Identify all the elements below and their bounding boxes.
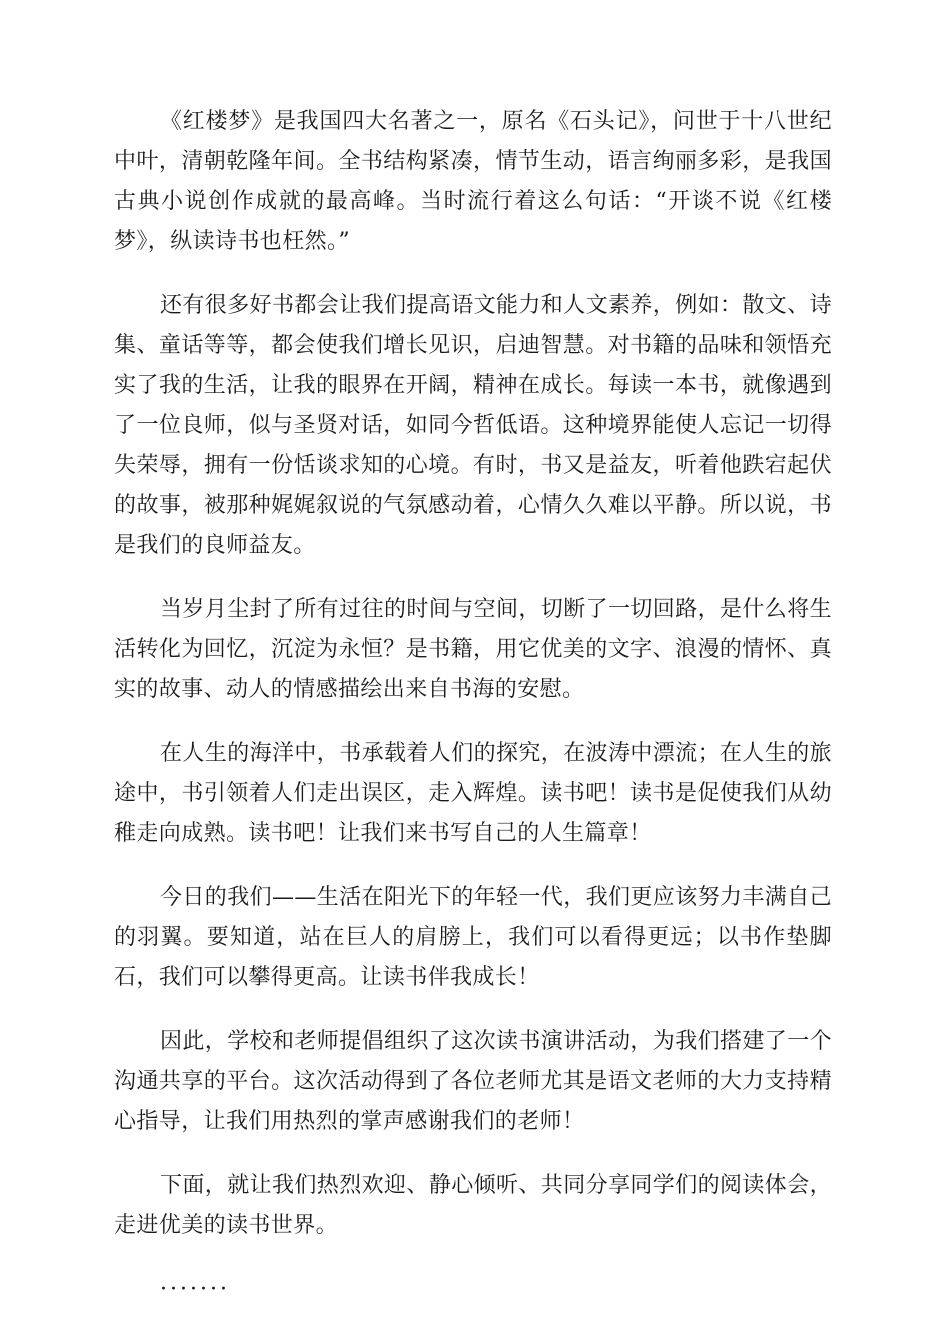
paragraph-hongloumeng: 《红楼梦》是我国四大名著之一，原名《石头记》，问世于十八世纪中叶，清朝乾隆年间。全书结构紧凑，情节生动，语言绚丽多彩，是我国古典小说创作成就的最高峰。当时流行着这么句话：“开谈不说《红楼梦》，纵读诗书也枉然。”: [114, 109, 832, 254]
document-body: [114, 102, 832, 1310]
ellipsis-marker: ·······: [160, 1277, 230, 1302]
paragraph-welcome: 下面，就让我们热烈欢迎、静心倾听、共同分享同学们的阅读体会，走进优美的读书世界。: [114, 1173, 833, 1238]
paragraph-activity: 因此，学校和老师提倡组织了这次读书演讲活动，为我们搭建了一个沟通共享的平台。这次活动得到了各位老师尤其是语文老师的大力支持精心指导，让我们用热烈的掌声感谢我们的老师！: [114, 1029, 833, 1134]
paragraph-ocean-of-life: 在人生的海洋中，书承载着人们的探究，在波涛中漂流；在人生的旅途中，书引领着人们走出误区，走入辉煌。读书吧！读书是促使我们从幼稚走向成熟。读书吧！让我们来书写自己的人生篇章！: [114, 741, 833, 846]
paragraph-good-books: 还有很多好书都会让我们提高语文能力和人文素养，例如：散文、诗集、童话等等，都会使我们增长见识，启迪智慧。对书籍的品味和领悟充实了我的生活，让我的眼界在开阔，精神在成长。每读一本书，就像遇到了一位良师，似与圣贤对话，如同今哲低语。这种境界能使人忘记一切得失荣辱，拥有一份恬谈求知的心境。有时，书又是益友，听着他跌宕起伏的故事，被那种娓娓叙说的气氛感动着，心情久久难以平静。所以说，书是我们的良师益友。: [114, 293, 833, 558]
paragraph-years-dust: 当岁月尘封了所有过往的时间与空间，切断了一切回路，是什么将生活转化为回忆，沉淀为永恒？是书籍，用它优美的文字、浪漫的情怀、真实的故事、动人的情感描绘出来自书海的安慰。: [114, 597, 833, 702]
paragraph-young-generation: 今日的我们——生活在阳光下的年轻一代，我们更应该努力丰满自己的羽翼。要知道，站在巨人的肩膀上，我们可以看得更远；以书作垫脚石，我们可以攀得更高。让读书伴我成长！: [114, 885, 833, 990]
